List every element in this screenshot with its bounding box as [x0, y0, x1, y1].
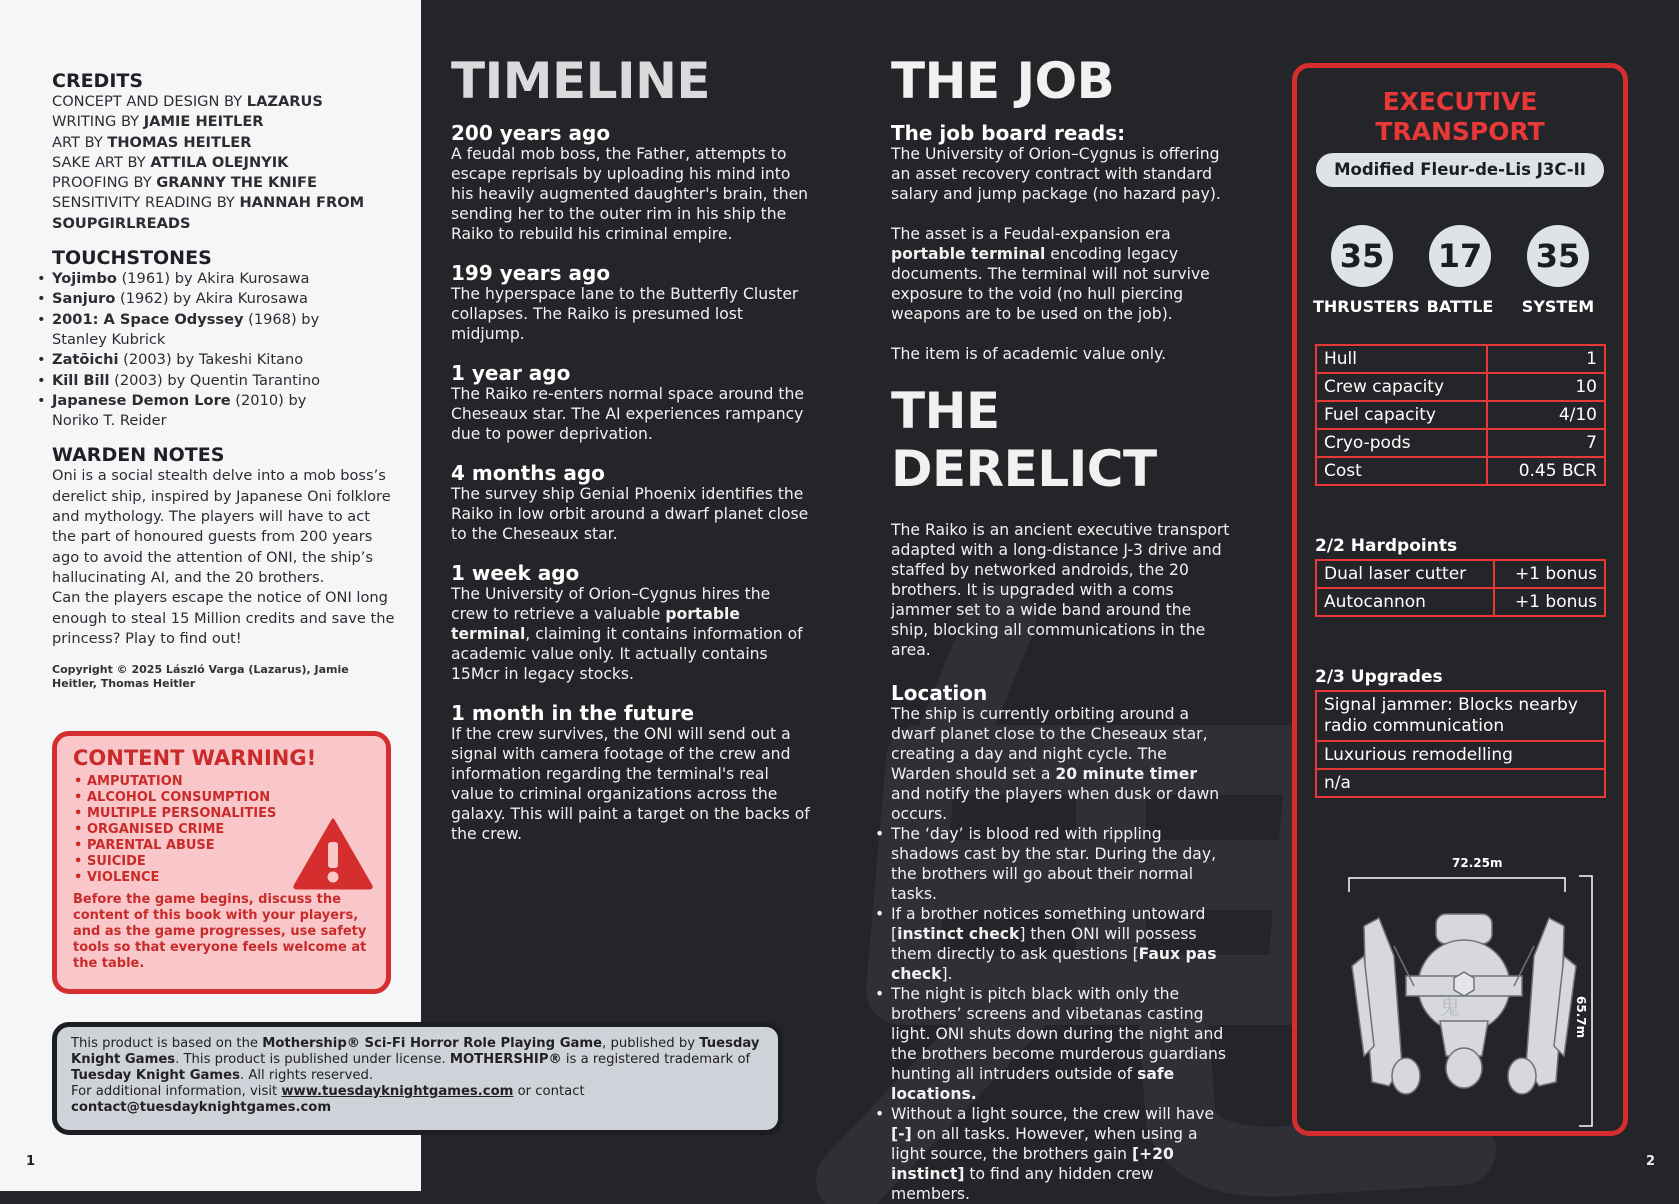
table-row	[1316, 560, 1605, 588]
credit-line	[52, 92, 397, 112]
copyright: Copyright © 2025 László Varga (Lazarus), Jamie Heitler, Thomas Heitler	[52, 663, 349, 691]
ship-stats	[1313, 225, 1607, 316]
touchstone-item	[52, 371, 397, 391]
touchstone-title: Japanese Demon Lore	[52, 391, 231, 409]
job-text-bold: portable terminal	[891, 245, 1046, 263]
hardpoint-label: Dual laser cutter	[1316, 560, 1494, 588]
bullet-text-bold: Faux pas check	[891, 945, 1217, 983]
warning-item: • ALCOHOL CONSUMPTION	[87, 790, 370, 806]
credit-line	[52, 173, 397, 193]
upgrade-item: Luxurious remodelling	[1316, 741, 1605, 769]
touchstone-detail: (2010) by Noriko T. Reider	[52, 391, 307, 430]
upgrade-item: Signal jammer: Blocks nearby radio communication	[1316, 691, 1605, 741]
page-number-right: 2	[1645, 1154, 1655, 1169]
location-text-bold: 20 minute timer	[1055, 765, 1198, 783]
warning-item: • ORGANISED CRIME	[87, 822, 370, 838]
timeline-text: A feudal mob boss, the Father, attempts to escape reprisals by uploading his mind into his heavily augmented daughter's brain, then sending her to the outer rim in his ship the Raiko to rebuild his criminal empire.	[451, 145, 809, 243]
spec-value: 1	[1487, 345, 1605, 373]
derelict-paragraph: The Raiko is an ancient executive transport adapted with a long-distance J-3 drive and staffed by networked androids, the 20 brothers. It is upgraded with a coms jammer set to a wide band around the ship, blocking all communications in the area.	[891, 521, 1230, 659]
table-row	[1316, 691, 1605, 741]
license-text: is a registered trademark of	[561, 1052, 751, 1067]
job-heading: THE JOB	[891, 52, 1115, 110]
credit-label: SAKE ART BY	[52, 153, 146, 171]
touchstone-title: Kill Bill	[52, 371, 110, 389]
job-paragraph: The University of Orion–Cygnus is offering an asset recovery contract with standard salary and jump package (no hazard pay).	[891, 145, 1221, 203]
license-box	[52, 1022, 783, 1135]
hardpoints-table	[1315, 559, 1606, 617]
table-row	[1316, 769, 1605, 797]
license-text: . All rights reserved.	[239, 1068, 374, 1083]
timeline-text-part: The University of Orion–Cygnus hires the crew to retrieve a valuable	[451, 585, 771, 623]
table-row	[1316, 345, 1605, 373]
touchstones-list	[52, 269, 397, 431]
credit-name: JAMIE HEITLER	[143, 113, 264, 131]
spec-label: Cryo-pods	[1316, 429, 1487, 457]
content-warning-note: Before the game begins, discuss the content of this book with your players, and as the game progresses, use safety tools so that everyone feels welcome at the table.	[73, 892, 367, 971]
stat-value: 17	[1429, 225, 1491, 287]
content-warning-box	[52, 731, 391, 994]
credit-line	[52, 193, 397, 234]
table-row	[1316, 588, 1605, 616]
touchstone-title: 2001: A Space Odyssey	[52, 310, 244, 328]
ship-height-label: 65.7m	[1574, 996, 1588, 1039]
job-text-part: The asset is a Feudal-expansion era	[891, 225, 1171, 243]
credit-line	[52, 112, 397, 132]
hardpoint-value: +1 bonus	[1494, 588, 1605, 616]
spec-value: 10	[1487, 373, 1605, 401]
touchstone-item	[52, 289, 397, 309]
spec-label: Cost	[1316, 457, 1487, 485]
warning-item: • SUICIDE	[87, 854, 370, 870]
touchstone-detail: (1968) by Stanley Kubrick	[52, 310, 320, 348]
credit-name: HANNAH FROM SOUPGIRLREADS	[52, 194, 365, 232]
table-row	[1316, 429, 1605, 457]
credits-list	[52, 92, 397, 234]
warden-notes-text-2: Can the players escape the notice of ONI long enough to steal 15 Million credits and save the princess? Play to find out!	[52, 589, 395, 647]
bullet-text-part: If a brother notices something untoward [	[891, 905, 1206, 943]
bullet-text-bold: [+20 instinct]	[891, 1145, 1174, 1183]
credit-label: CONCEPT AND DESIGN BY	[52, 93, 243, 110]
spec-label: Fuel capacity	[1316, 401, 1487, 429]
warning-triangle-icon	[293, 818, 373, 890]
bullet-text-part: Without a light source, the crew will have	[891, 1105, 1215, 1123]
stat-label: THRUSTERS	[1313, 297, 1420, 316]
spec-label: Hull	[1316, 345, 1487, 373]
touchstone-item	[52, 269, 397, 289]
stat-thrusters	[1313, 225, 1420, 316]
ship-diagram	[1344, 856, 1624, 1126]
ship-width-label: 72.25m	[1452, 856, 1503, 870]
touchstone-title: Yojimbo	[52, 270, 117, 288]
timeline-when: 4 months ago	[451, 461, 605, 485]
touchstone-detail: (1962) by Akira Kurosawa	[115, 290, 308, 308]
credit-label: PROOFING BY	[52, 174, 152, 192]
ship-diagram-glyph: 鬼	[1440, 995, 1460, 1019]
warning-item: • PARENTAL ABUSE	[87, 838, 370, 854]
ship-schematic-icon	[1344, 856, 1624, 1126]
stat-system	[1509, 225, 1607, 316]
touchstone-title: Sanjuro	[52, 290, 116, 308]
job-subheading: The job board reads:	[891, 121, 1126, 145]
page-number-left: 1	[26, 1154, 36, 1169]
stat-value: 35	[1527, 225, 1589, 287]
credit-label: WRITING BY	[52, 113, 140, 131]
license-bold: Tuesday Knight Games	[71, 1068, 240, 1083]
timeline-heading: TIMELINE	[451, 52, 711, 110]
hardpoints-heading: 2/2 Hardpoints	[1315, 536, 1458, 556]
warning-item: • MULTIPLE PERSONALITIES	[87, 806, 370, 822]
timeline-when: 200 years ago	[451, 121, 611, 145]
publisher-link[interactable]: www.tuesdayknightgames.com	[281, 1084, 514, 1099]
credit-name: ATTILA OLEJNYIK	[150, 153, 289, 171]
upgrades-table	[1315, 690, 1606, 798]
warning-item: • AMPUTATION	[87, 774, 370, 790]
timeline-text-bold: portable terminal	[451, 605, 740, 643]
table-row	[1316, 401, 1605, 429]
hardpoint-label: Autocannon	[1316, 588, 1494, 616]
spec-value: 0.45 BCR	[1487, 457, 1605, 485]
location-paragraph	[891, 704, 1231, 824]
left-column	[52, 70, 397, 691]
ship-stat-block	[1292, 63, 1628, 1136]
touchstone-item	[52, 310, 397, 351]
location-bullets	[891, 824, 1231, 1204]
table-row	[1316, 373, 1605, 401]
timeline-when: 1 month in the future	[451, 701, 695, 725]
timeline-when: 1 week ago	[451, 561, 580, 585]
stat-value: 35	[1331, 225, 1393, 287]
timeline-column	[451, 52, 811, 844]
stat-battle	[1411, 225, 1509, 316]
left-page	[0, 0, 421, 1191]
credit-line	[52, 133, 397, 153]
derelict-heading: THE DERELICT	[891, 382, 1157, 498]
credit-name: THOMAS HEITLER	[107, 133, 252, 151]
touchstone-item	[52, 391, 397, 432]
credit-line	[52, 153, 397, 173]
ship-model-badge: Modified Fleur-de-Lis J3C-II	[1316, 153, 1604, 187]
timeline-text	[451, 584, 811, 684]
location-bullet	[891, 1104, 1231, 1204]
touchstone-title: Zatōichi	[52, 351, 119, 369]
stat-label: BATTLE	[1426, 297, 1494, 316]
license-bold: Tuesday Knight Games	[71, 1036, 760, 1067]
bullet-text-part: The night is pitch black with only the brothers’ screens and vibetanas casting light. ONI shuts down during the night and the brothers become murderous guardians hunting all intruders outside of	[891, 985, 1227, 1083]
credit-name: LAZARUS	[246, 93, 323, 110]
bullet-text-part: to find any hidden crew members.	[891, 1165, 1154, 1203]
timeline-text: The survey ship Genial Phoenix identifies the Raiko in low orbit around a dwarf planet close to the Cheseaux star.	[451, 485, 809, 543]
license-text: For additional information, visit	[71, 1084, 282, 1099]
bullet-text-bold: instinct check	[897, 925, 1020, 943]
table-row	[1316, 741, 1605, 769]
touchstone-detail: (1961) by Akira Kurosawa	[116, 270, 310, 288]
bullet-text-bold: safe locations.	[891, 1065, 1175, 1103]
job-paragraph	[891, 224, 1231, 324]
bullet-text-part: ] then ONI will possess them directly to ask questions [	[891, 925, 1197, 963]
spec-label: Crew capacity	[1316, 373, 1487, 401]
location-bullet: • The ‘day’ is blood red with rippling shadows cast by the star. During the day, the brothers will go about their normal tasks.	[891, 824, 1231, 904]
touchstones-heading: TOUCHSTONES	[52, 247, 212, 270]
stat-label: SYSTEM	[1521, 297, 1595, 316]
license-text: . This product is published under license.	[175, 1052, 450, 1067]
credit-label: SENSITIVITY READING BY	[52, 194, 235, 212]
location-bullet	[891, 984, 1231, 1104]
job-paragraph: The item is of academic value only.	[891, 345, 1167, 363]
table-row	[1316, 457, 1605, 485]
timeline-text-part: , claiming it contains information of academic value only. It actually contains 15Mcr in legacy stocks.	[451, 625, 803, 683]
warning-item: • VIOLENCE	[87, 870, 370, 886]
spec-value: 4/10	[1487, 401, 1605, 429]
ship-specs-table	[1315, 344, 1606, 486]
spec-value: 7	[1487, 429, 1605, 457]
upgrade-item: n/a	[1316, 769, 1605, 797]
location-text-part: and notify the players when dusk or dawn occurs.	[891, 785, 1220, 823]
timeline-text: If the crew survives, the ONI will send out a signal with camera footage of the crew and information regarding the terminal's real value to criminal organizations across the galaxy. This will paint a target on the backs of the crew.	[451, 725, 810, 843]
content-warning-heading: CONTENT WARNING!	[73, 746, 317, 770]
timeline-when: 199 years ago	[451, 261, 611, 285]
bullet-text-bold: [-]	[891, 1125, 912, 1143]
warden-notes-heading: WARDEN NOTES	[52, 444, 225, 467]
location-heading: Location	[891, 681, 988, 705]
job-derelict-column	[891, 52, 1231, 1204]
location-bullet	[891, 904, 1231, 984]
license-bold: MOTHERSHIP®	[449, 1052, 562, 1067]
bullet-text-part: ].	[941, 965, 953, 983]
touchstone-detail: (2003) by Quentin Tarantino	[109, 371, 321, 389]
bullet-text-part: on all tasks. However, when using a light source, the brothers gain	[891, 1125, 1198, 1163]
timeline-text: The Raiko re-enters normal space around the Cheseaux star. The AI experiences rampancy due to power deprivation.	[451, 385, 804, 443]
contact-email[interactable]: contact@tuesdayknightgames.com	[71, 1100, 332, 1115]
license-text: This product is based on the	[71, 1036, 263, 1051]
job-text-part: encoding legacy documents. The terminal will not survive exposure to the void (no hull piercing weapons are to be used on the job).	[891, 245, 1210, 323]
ship-title: EXECUTIVE TRANSPORT	[1375, 87, 1545, 146]
touchstone-item	[52, 350, 397, 370]
timeline-when: 1 year ago	[451, 361, 571, 385]
license-text: or contact	[513, 1084, 585, 1099]
credit-name: GRANNY THE KNIFE	[156, 174, 317, 192]
timeline-text: The hyperspace lane to the Butterfly Cluster collapses. The Raiko is presumed lost midjump.	[451, 285, 799, 343]
touchstone-detail: (2003) by Takeshi Kitano	[118, 351, 304, 369]
hardpoint-value: +1 bonus	[1494, 560, 1605, 588]
credits-heading: CREDITS	[52, 70, 144, 92]
license-text: , published by	[602, 1036, 700, 1051]
upgrades-heading: 2/3 Upgrades	[1315, 667, 1443, 687]
license-bold: Mothership® Sci-Fi Horror Role Playing Game	[262, 1036, 603, 1051]
location-text-part: The ship is currently orbiting around a dwarf planet close to the Cheseaux star, creating a day and night cycle. The Warden should set a	[891, 705, 1208, 783]
credit-label: ART BY	[52, 133, 103, 151]
warden-notes-text: Oni is a social stealth delve into a mob boss’s derelict ship, inspired by Japanese Oni folklore and mythology. The players will have to act the part of honoured guests from 200 years ago to avoid the attention of ONI, the ship’s hallucinating AI, and the 20 brothers.	[52, 467, 391, 586]
